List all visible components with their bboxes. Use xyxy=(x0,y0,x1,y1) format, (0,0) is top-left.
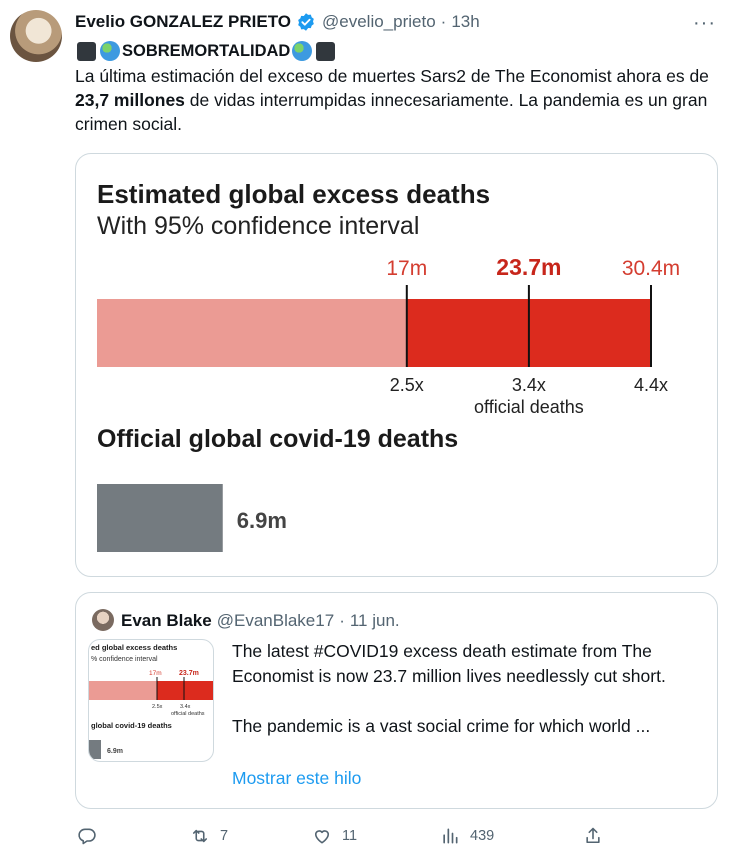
ratio-note-1: official deaths xyxy=(474,397,584,417)
tweet-body-bold: 23,7 millones xyxy=(75,90,185,110)
thumb-official-value: 6.9m xyxy=(107,748,123,755)
tweet-header xyxy=(75,11,480,33)
separator-dot: · xyxy=(440,12,447,31)
chart-second-title: Official global covid-19 deaths xyxy=(97,425,459,453)
marker-label-2: 30.4m xyxy=(621,257,681,280)
quoted-tweet-time[interactable]: 11 jun. xyxy=(349,611,400,630)
tweet-body-end: de vidas interrumpidas innecesariamente. La pandemia es un gran crimen social. xyxy=(75,90,708,134)
chart-title: Estimated global excess deaths xyxy=(97,179,491,209)
author-name[interactable]: Evelio GONZALEZ PRIETO xyxy=(75,12,291,31)
quoted-paragraph-2: The pandemic is a vast social crime for which world ... xyxy=(232,716,651,736)
quoted-tweet-header xyxy=(121,609,400,633)
retweet-count: 7 xyxy=(220,828,229,844)
excess-deaths-chart xyxy=(76,154,718,577)
bar-below-interval xyxy=(97,299,407,367)
chart-image-card[interactable] xyxy=(75,153,718,577)
tweet-body xyxy=(75,64,725,136)
ratio-label-0: 2.5x xyxy=(389,375,424,395)
quoted-paragraph-1: The latest #COVID19 excess death estimate from The Economist is now 23.7 million lives needlessly cut short. xyxy=(232,641,666,686)
thumb-ratio-low: 2.5x xyxy=(152,704,163,710)
globe-icon xyxy=(292,41,312,61)
thumb-bar-interval xyxy=(157,681,214,700)
marker-label-1: 23.7m xyxy=(496,254,562,280)
black-square-icon xyxy=(77,42,96,61)
quoted-tweet-text xyxy=(232,639,702,764)
author-handle[interactable]: @evelio_prieto xyxy=(322,12,436,31)
reply-icon xyxy=(77,826,97,846)
ratio-label-2: 4.4x xyxy=(633,375,669,395)
share-button[interactable] xyxy=(583,826,613,846)
black-square-icon xyxy=(316,42,335,61)
thumb-official-bar xyxy=(89,740,101,759)
thumb-subtitle: % confidence interval xyxy=(91,656,158,663)
separator-dot: · xyxy=(339,611,345,630)
views-button[interactable] xyxy=(440,826,494,846)
show-thread-link[interactable]: Mostrar este hilo xyxy=(232,768,362,788)
ratio-label-1: 3.4x xyxy=(511,375,546,395)
quoted-chart-thumbnail[interactable] xyxy=(88,639,214,762)
globe-icon xyxy=(100,41,120,61)
tweet-body-start: La última estimación del exceso de muertes Sars2 de The Economist ahora es de xyxy=(75,66,709,86)
tweet-time[interactable]: 13h xyxy=(451,12,480,31)
quoted-author-handle[interactable]: @EvanBlake17 xyxy=(216,611,335,630)
chart-subtitle: With 95% confidence interval xyxy=(97,212,420,240)
quoted-tweet[interactable] xyxy=(75,592,718,809)
thumb-marker-mid: 23.7m xyxy=(179,670,199,677)
tweet-title: SOBREMORTALIDAD xyxy=(122,41,291,60)
quoted-author-avatar[interactable] xyxy=(92,609,114,631)
verified-badge-icon xyxy=(296,12,316,32)
thumb-bar-low xyxy=(89,681,157,700)
like-button[interactable] xyxy=(312,826,357,846)
marker-label-0: 17m xyxy=(386,257,428,280)
author-avatar[interactable] xyxy=(10,10,62,62)
thumbnail-chart xyxy=(89,640,214,762)
reply-button[interactable] xyxy=(77,826,107,846)
quoted-author-name[interactable]: Evan Blake xyxy=(121,611,212,630)
views-chart-icon xyxy=(440,826,460,846)
retweet-button[interactable] xyxy=(190,826,228,846)
tweet-actions xyxy=(0,822,738,852)
views-count: 439 xyxy=(470,828,495,844)
like-count: 11 xyxy=(342,828,358,844)
tweet-title-line xyxy=(75,39,337,63)
official-deaths-label: 6.9m xyxy=(236,508,287,533)
more-options-icon[interactable]: ··· xyxy=(693,12,716,34)
thumb-title: ed global excess deaths xyxy=(91,643,178,652)
thumb-marker-low: 17m xyxy=(149,670,162,677)
share-icon xyxy=(583,826,603,846)
thumb-note: official deaths xyxy=(171,711,205,717)
heart-icon xyxy=(312,826,332,846)
official-deaths-bar xyxy=(97,484,223,552)
thumb-title2: global covid-19 deaths xyxy=(91,721,172,730)
thumb-ratio-mid: 3.4x xyxy=(180,704,191,710)
retweet-icon xyxy=(190,826,210,846)
